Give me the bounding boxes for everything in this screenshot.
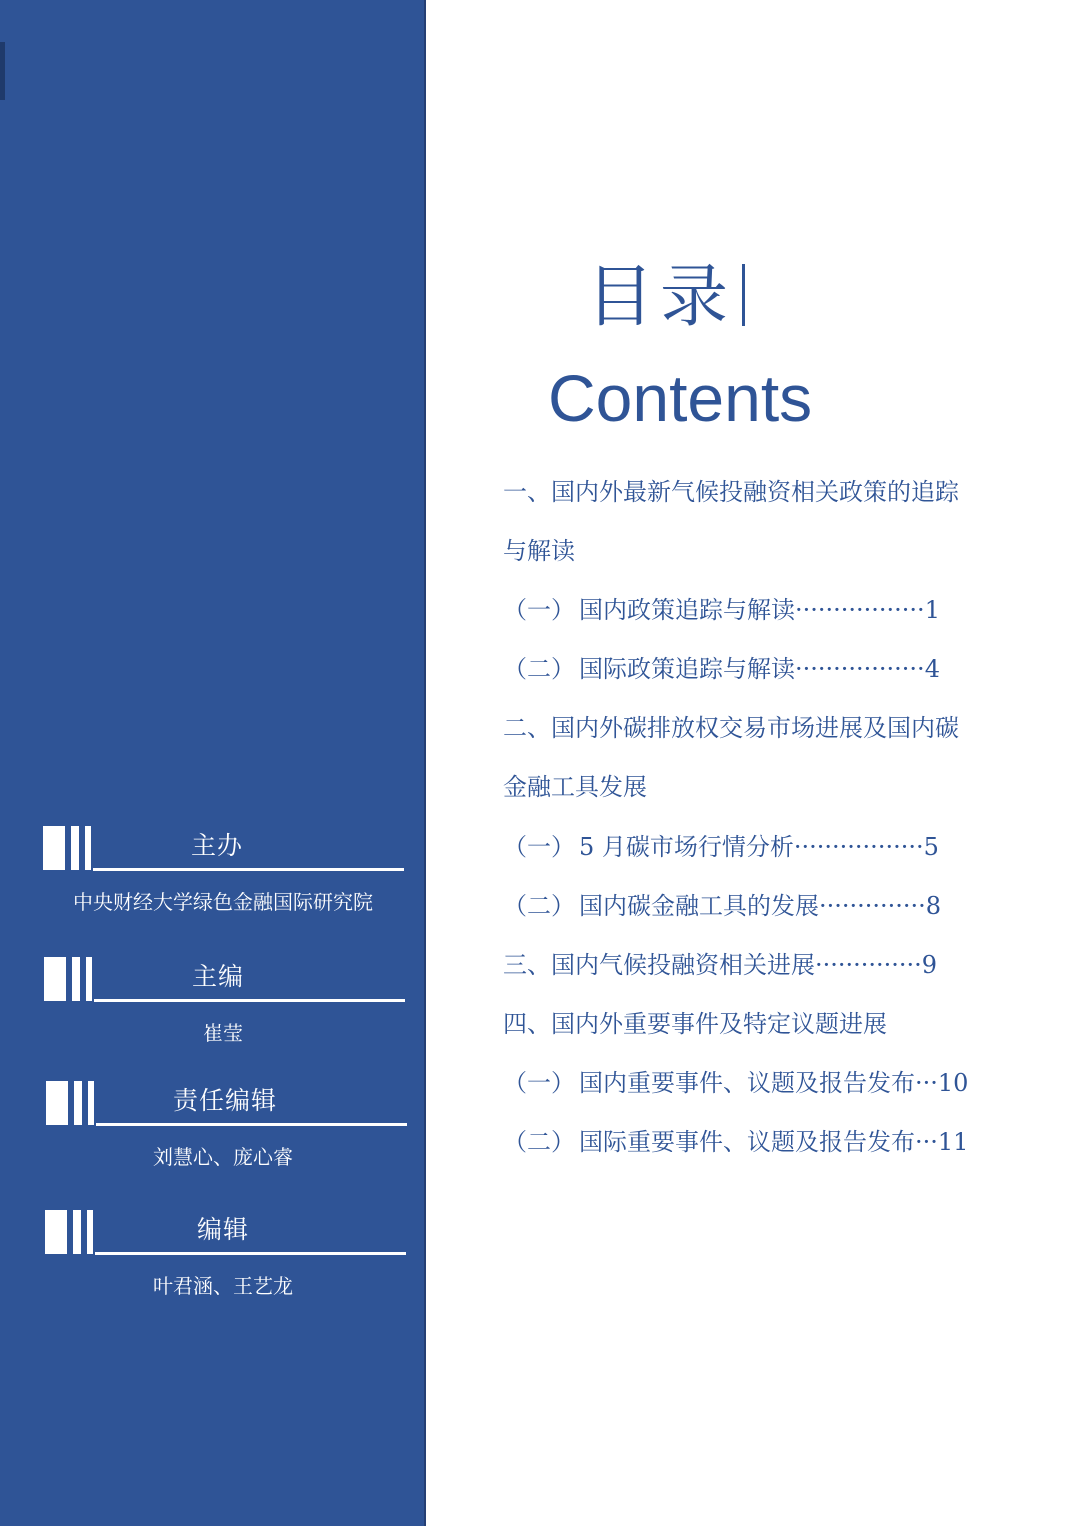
- toc-item-text: 与解读: [503, 537, 575, 565]
- section-rule: [95, 1252, 406, 1255]
- toc-item: [503, 1007, 887, 1041]
- toc-item-text: 5 月碳市场行情分析·················5: [579, 833, 939, 861]
- toc-item: [503, 534, 575, 568]
- section-title: 责任编辑: [172, 1086, 277, 1115]
- toc-item-text: 国际政策追踪与解读·················4: [579, 655, 940, 683]
- toc-item-label: （二）: [503, 1128, 575, 1156]
- section-rule: [96, 1123, 407, 1126]
- masthead-panel: [0, 0, 426, 1526]
- edge-mark: [0, 42, 5, 100]
- toc-item: [503, 830, 939, 864]
- toc-item-text: 国内碳金融工具的发展··············8: [579, 892, 942, 920]
- toc-item: [503, 889, 941, 923]
- toc-item: [503, 652, 940, 686]
- toc-item-text: 三、国内气候投融资相关进展··············9: [503, 951, 938, 979]
- section-rule: [94, 999, 405, 1002]
- section-body: 崔莹: [203, 1021, 243, 1045]
- toc-item: [503, 711, 959, 745]
- toc-heading-en: Contents: [548, 361, 813, 435]
- toc-item: [503, 475, 959, 509]
- toc-item: [503, 1066, 968, 1100]
- toc-item-text: 四、国内外重要事件及特定议题进展: [503, 1010, 887, 1038]
- toc-item-label: （一）: [503, 1069, 575, 1097]
- toc-item: [503, 1125, 968, 1159]
- section-rule: [93, 868, 404, 871]
- toc-item-text: 金融工具发展: [503, 773, 647, 801]
- section-body: 刘慧心、庞心睿: [153, 1145, 293, 1169]
- section-body: 叶君涵、王艺龙: [153, 1274, 293, 1298]
- section-title: 编辑: [196, 1215, 249, 1244]
- toc-item-label: （二）: [503, 892, 575, 920]
- toc-item-text: 国内重要事件、议题及报告发布···10: [579, 1069, 969, 1097]
- toc-item-text: 一、国内外最新气候投融资相关政策的追踪: [503, 478, 959, 506]
- toc-item-label: （一）: [503, 596, 575, 624]
- section-title: 主编: [191, 962, 244, 991]
- toc-item: [503, 948, 937, 982]
- toc-item-label: （二）: [503, 655, 575, 683]
- toc-item: [503, 770, 647, 804]
- toc-heading-zh: 目录: [586, 258, 735, 337]
- section-title: 主办: [190, 831, 243, 860]
- toc-item-text: 二、国内外碳排放权交易市场进展及国内碳: [503, 714, 959, 742]
- toc-item-label: （一）: [503, 833, 575, 861]
- section-body: 中央财经大学绿色金融国际研究院: [73, 890, 373, 914]
- toc-item-text: 国内政策追踪与解读·················1: [579, 596, 940, 624]
- heading-divider: [742, 264, 745, 326]
- toc-item: [503, 593, 940, 627]
- toc-item-text: 国际重要事件、议题及报告发布···11: [579, 1128, 969, 1156]
